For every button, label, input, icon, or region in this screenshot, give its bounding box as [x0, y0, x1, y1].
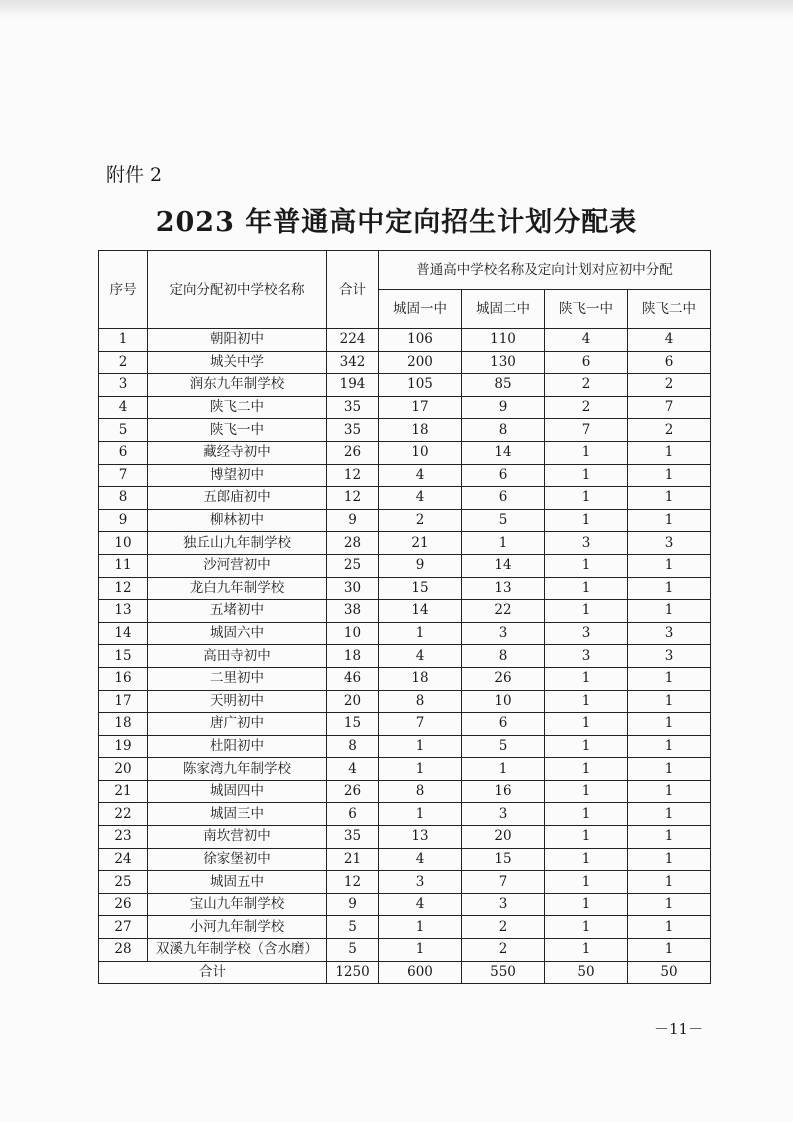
row-col-4: 1	[628, 554, 711, 577]
row-school-name: 城固五中	[148, 871, 327, 894]
row-total: 342	[327, 351, 379, 374]
row-total: 26	[327, 780, 379, 803]
row-school-name: 陕飞二中	[148, 396, 327, 419]
row-col-1: 13	[379, 826, 462, 849]
row-no: 27	[99, 916, 148, 939]
header-school: 定向分配初中学校名称	[148, 251, 327, 329]
row-total: 46	[327, 667, 379, 690]
row-col-2: 8	[462, 419, 545, 442]
row-col-4: 1	[628, 939, 711, 962]
row-col-2: 85	[462, 374, 545, 397]
row-total: 15	[327, 713, 379, 736]
row-school-name: 南坎营初中	[148, 826, 327, 849]
row-col-2: 8	[462, 645, 545, 668]
row-total: 8	[327, 735, 379, 758]
row-col-4: 1	[628, 690, 711, 713]
row-col-3: 1	[545, 871, 628, 894]
row-col-1: 8	[379, 690, 462, 713]
row-col-4: 1	[628, 464, 711, 487]
header-group: 普通高中学校名称及定向计划对应初中分配	[379, 251, 711, 290]
row-school-name: 沙河营初中	[148, 554, 327, 577]
table-row	[99, 871, 711, 894]
row-col-4: 1	[628, 509, 711, 532]
header-col-3: 陕飞一中	[545, 290, 628, 329]
row-col-2: 6	[462, 464, 545, 487]
row-no: 3	[99, 374, 148, 397]
row-school-name: 独丘山九年制学校	[148, 532, 327, 555]
row-col-3: 1	[545, 893, 628, 916]
row-col-4: 1	[628, 577, 711, 600]
row-col-3: 4	[545, 329, 628, 352]
row-school-name: 五堵初中	[148, 600, 327, 623]
row-total: 25	[327, 554, 379, 577]
total-col-3: 50	[545, 961, 628, 984]
row-col-2: 6	[462, 713, 545, 736]
table-row	[99, 758, 711, 781]
row-no: 2	[99, 351, 148, 374]
total-col-2: 550	[462, 961, 545, 984]
row-col-2: 1	[462, 758, 545, 781]
row-school-name: 陈家湾九年制学校	[148, 758, 327, 781]
table-row	[99, 848, 711, 871]
row-col-4: 1	[628, 713, 711, 736]
row-no: 15	[99, 645, 148, 668]
row-col-3: 3	[545, 645, 628, 668]
row-no: 18	[99, 713, 148, 736]
row-col-1: 1	[379, 803, 462, 826]
row-col-2: 3	[462, 803, 545, 826]
row-col-4: 1	[628, 848, 711, 871]
row-school-name: 双溪九年制学校（含水磨）	[148, 939, 327, 962]
row-col-2: 3	[462, 893, 545, 916]
row-col-3: 1	[545, 667, 628, 690]
table-row	[99, 645, 711, 668]
table-body	[99, 329, 711, 962]
page-number: －11－	[654, 1020, 704, 1038]
row-total: 5	[327, 916, 379, 939]
row-school-name: 天明初中	[148, 690, 327, 713]
row-col-4: 2	[628, 374, 711, 397]
row-total: 10	[327, 622, 379, 645]
row-school-name: 城固四中	[148, 780, 327, 803]
row-col-1: 8	[379, 780, 462, 803]
total-col-1: 600	[379, 961, 462, 984]
row-no: 9	[99, 509, 148, 532]
row-col-3: 6	[545, 351, 628, 374]
table-row	[99, 351, 711, 374]
row-total: 38	[327, 600, 379, 623]
row-col-1: 1	[379, 916, 462, 939]
row-col-1: 105	[379, 374, 462, 397]
row-col-4: 1	[628, 735, 711, 758]
row-col-1: 4	[379, 893, 462, 916]
table-row	[99, 939, 711, 962]
row-col-3: 7	[545, 419, 628, 442]
row-col-1: 17	[379, 396, 462, 419]
row-col-4: 1	[628, 803, 711, 826]
row-col-1: 2	[379, 509, 462, 532]
row-col-2: 10	[462, 690, 545, 713]
row-school-name: 龙白九年制学校	[148, 577, 327, 600]
row-col-3: 2	[545, 374, 628, 397]
row-total: 35	[327, 826, 379, 849]
row-col-3: 3	[545, 622, 628, 645]
table-row	[99, 713, 711, 736]
row-col-4: 3	[628, 622, 711, 645]
row-col-3: 3	[545, 532, 628, 555]
total-row	[99, 961, 711, 984]
scan-shadow	[0, 0, 793, 18]
row-no: 23	[99, 826, 148, 849]
row-col-1: 21	[379, 532, 462, 555]
row-col-1: 1	[379, 758, 462, 781]
row-total: 20	[327, 690, 379, 713]
row-school-name: 五郎庙初中	[148, 487, 327, 510]
row-no: 11	[99, 554, 148, 577]
table-row	[99, 374, 711, 397]
row-col-2: 15	[462, 848, 545, 871]
row-total: 194	[327, 374, 379, 397]
row-school-name: 朝阳初中	[148, 329, 327, 352]
row-total: 28	[327, 532, 379, 555]
row-no: 24	[99, 848, 148, 871]
row-col-4: 1	[628, 441, 711, 464]
table-row	[99, 893, 711, 916]
row-total: 9	[327, 893, 379, 916]
header-total: 合计	[327, 251, 379, 329]
table-row	[99, 464, 711, 487]
row-no: 16	[99, 667, 148, 690]
row-total: 12	[327, 871, 379, 894]
row-col-3: 1	[545, 916, 628, 939]
row-col-3: 1	[545, 713, 628, 736]
row-col-2: 16	[462, 780, 545, 803]
row-col-2: 5	[462, 735, 545, 758]
table-row	[99, 554, 711, 577]
row-school-name: 小河九年制学校	[148, 916, 327, 939]
row-school-name: 润东九年制学校	[148, 374, 327, 397]
row-school-name: 城关中学	[148, 351, 327, 374]
table-row	[99, 396, 711, 419]
table-row	[99, 441, 711, 464]
row-no: 21	[99, 780, 148, 803]
row-col-3: 1	[545, 780, 628, 803]
attachment-label: 附件 2	[106, 164, 163, 186]
row-school-name: 城固六中	[148, 622, 327, 645]
row-no: 13	[99, 600, 148, 623]
row-total: 35	[327, 396, 379, 419]
row-school-name: 博望初中	[148, 464, 327, 487]
row-school-name: 杜阳初中	[148, 735, 327, 758]
row-total: 35	[327, 419, 379, 442]
table-row	[99, 419, 711, 442]
row-school-name: 城固三中	[148, 803, 327, 826]
row-col-3: 1	[545, 826, 628, 849]
row-total: 12	[327, 464, 379, 487]
row-school-name: 二里初中	[148, 667, 327, 690]
row-col-2: 2	[462, 916, 545, 939]
row-col-3: 1	[545, 600, 628, 623]
row-no: 6	[99, 441, 148, 464]
row-col-1: 4	[379, 645, 462, 668]
row-col-1: 4	[379, 848, 462, 871]
table-row	[99, 916, 711, 939]
row-col-4: 6	[628, 351, 711, 374]
row-no: 19	[99, 735, 148, 758]
row-col-2: 3	[462, 622, 545, 645]
row-school-name: 高田寺初中	[148, 645, 327, 668]
row-school-name: 柳林初中	[148, 509, 327, 532]
row-col-4: 1	[628, 826, 711, 849]
row-no: 28	[99, 939, 148, 962]
row-col-2: 20	[462, 826, 545, 849]
allocation-table	[98, 250, 711, 984]
row-col-2: 5	[462, 509, 545, 532]
row-col-3: 1	[545, 441, 628, 464]
row-no: 14	[99, 622, 148, 645]
row-col-1: 4	[379, 487, 462, 510]
row-col-2: 26	[462, 667, 545, 690]
row-col-3: 1	[545, 509, 628, 532]
row-col-4: 1	[628, 871, 711, 894]
row-total: 5	[327, 939, 379, 962]
table-row	[99, 780, 711, 803]
row-col-3: 2	[545, 396, 628, 419]
row-col-2: 110	[462, 329, 545, 352]
row-col-1: 106	[379, 329, 462, 352]
row-no: 5	[99, 419, 148, 442]
row-col-1: 3	[379, 871, 462, 894]
row-no: 8	[99, 487, 148, 510]
row-school-name: 徐家堡初中	[148, 848, 327, 871]
row-no: 25	[99, 871, 148, 894]
row-col-4: 3	[628, 532, 711, 555]
row-col-2: 14	[462, 441, 545, 464]
row-col-4: 1	[628, 780, 711, 803]
row-total: 18	[327, 645, 379, 668]
row-col-4: 1	[628, 916, 711, 939]
header-col-1: 城固一中	[379, 290, 462, 329]
table-row	[99, 803, 711, 826]
row-col-4: 1	[628, 487, 711, 510]
row-no: 1	[99, 329, 148, 352]
total-col-4: 50	[628, 961, 711, 984]
row-col-4: 7	[628, 396, 711, 419]
row-col-2: 2	[462, 939, 545, 962]
row-total: 30	[327, 577, 379, 600]
row-col-3: 1	[545, 735, 628, 758]
row-col-2: 22	[462, 600, 545, 623]
total-label: 合计	[99, 961, 327, 984]
row-col-3: 1	[545, 487, 628, 510]
row-col-4: 1	[628, 758, 711, 781]
row-col-4: 4	[628, 329, 711, 352]
row-col-1: 1	[379, 622, 462, 645]
table-row	[99, 826, 711, 849]
row-no: 26	[99, 893, 148, 916]
row-col-4: 1	[628, 893, 711, 916]
table-row	[99, 735, 711, 758]
header-col-4: 陕飞二中	[628, 290, 711, 329]
table-row	[99, 667, 711, 690]
row-col-2: 130	[462, 351, 545, 374]
header-col-2: 城固二中	[462, 290, 545, 329]
row-col-2: 6	[462, 487, 545, 510]
row-col-3: 1	[545, 577, 628, 600]
row-school-name: 藏经寺初中	[148, 441, 327, 464]
row-total: 6	[327, 803, 379, 826]
row-col-1: 200	[379, 351, 462, 374]
row-col-1: 10	[379, 441, 462, 464]
row-col-2: 13	[462, 577, 545, 600]
row-no: 20	[99, 758, 148, 781]
row-col-1: 1	[379, 735, 462, 758]
row-no: 4	[99, 396, 148, 419]
total-sum: 1250	[327, 961, 379, 984]
row-col-3: 1	[545, 803, 628, 826]
row-col-4: 1	[628, 600, 711, 623]
row-col-2: 1	[462, 532, 545, 555]
row-no: 17	[99, 690, 148, 713]
header-no: 序号	[99, 251, 148, 329]
table-row	[99, 690, 711, 713]
row-school-name: 宝山九年制学校	[148, 893, 327, 916]
row-total: 21	[327, 848, 379, 871]
row-no: 12	[99, 577, 148, 600]
table-row	[99, 532, 711, 555]
row-col-4: 1	[628, 667, 711, 690]
table-row	[99, 600, 711, 623]
table-row	[99, 329, 711, 352]
row-total: 9	[327, 509, 379, 532]
row-col-4: 3	[628, 645, 711, 668]
row-col-1: 9	[379, 554, 462, 577]
row-col-3: 1	[545, 690, 628, 713]
row-col-1: 14	[379, 600, 462, 623]
row-col-2: 14	[462, 554, 545, 577]
row-col-2: 7	[462, 871, 545, 894]
table-row	[99, 509, 711, 532]
row-col-3: 1	[545, 758, 628, 781]
row-col-2: 9	[462, 396, 545, 419]
row-col-1: 7	[379, 713, 462, 736]
row-col-4: 2	[628, 419, 711, 442]
row-no: 7	[99, 464, 148, 487]
row-col-1: 18	[379, 419, 462, 442]
row-no: 10	[99, 532, 148, 555]
document-title: 2023 年普通高中定向招生计划分配表	[155, 207, 638, 238]
row-col-3: 1	[545, 939, 628, 962]
row-col-1: 18	[379, 667, 462, 690]
row-col-1: 1	[379, 939, 462, 962]
row-col-1: 4	[379, 464, 462, 487]
row-total: 26	[327, 441, 379, 464]
row-total: 224	[327, 329, 379, 352]
row-no: 22	[99, 803, 148, 826]
row-col-3: 1	[545, 848, 628, 871]
row-total: 4	[327, 758, 379, 781]
table-row	[99, 487, 711, 510]
row-school-name: 陕飞一中	[148, 419, 327, 442]
row-col-3: 1	[545, 554, 628, 577]
row-col-1: 15	[379, 577, 462, 600]
row-total: 12	[327, 487, 379, 510]
table-row	[99, 622, 711, 645]
row-col-3: 1	[545, 464, 628, 487]
row-school-name: 唐广初中	[148, 713, 327, 736]
table-row	[99, 577, 711, 600]
